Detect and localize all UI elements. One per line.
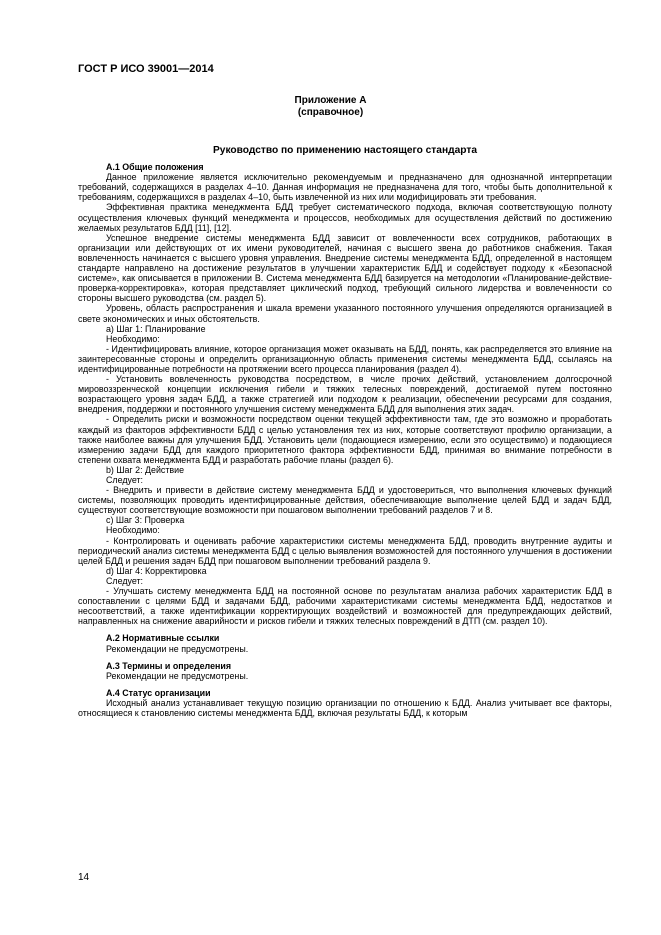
paragraph: Исходный анализ устанавливает текущую позицию организации по отношению к БДД. Анализ учитывает все факторы, относящиеся к становлению системы менеджмента БДД, включая результаты БДД, к которым (78, 697, 612, 718)
list-item: - Идентифицировать влияние, которое организация может оказывать на БДД, понять, как распределяется это влияние на заинтересованные стороны и определить организационную область применения системы менеджмента БДД, ссылаясь на идентифицированные потребности на протяжении всего процесса планирования (раздел 4). (78, 343, 612, 374)
section-text: Рекомендации не предусмотрены. (106, 643, 249, 654)
section-text: Рекомендации не предусмотрены. (106, 670, 249, 681)
document-body (78, 145, 612, 718)
step-label: с) Шаг 3: Проверка (106, 515, 185, 526)
main-title: Руководство по применению настоящего стандарта (213, 145, 477, 156)
section-heading-a3: А.3 Термины и определения (106, 660, 232, 671)
page-number: 14 (78, 872, 90, 883)
annex-title: Приложение А (294, 95, 367, 106)
step-intro: Необходимо: (106, 333, 160, 344)
step-intro: Следует: (106, 575, 144, 586)
list-item: - Улучшать систему менеджмента БДД на постоянной основе по результатам анализа рабочих характеристик БДД в сопоставлении с целями БДД и задачами БДД, рабочими характеристиками системы менеджмента БДД, недостатков и несоответствий, а также идентификации корректирующих воздействий и возможностей для предупреждающих действий, направленных на снижение аварийности и рисков гибели и тяжких телесных повреждений в ДТП (см. раздел 10). (78, 586, 612, 627)
paragraph: Уровень, область распространения и шкала времени указанного постоянного улучшения определяются организацией в свете экономических и иных обстоятельств. (78, 303, 612, 324)
list-item: - Определить риски и возможности посредством оценки текущей эффективности там, где это возможно и проработать каждый из факторов эффективности БДД с целью установления тех из них, которые соответствуют профилю организации, а также наиболее важны для улучшения БДД. Установить цели (подающиеся измерению, если это осуществимо) и подающиеся измерению задачи БДД для каждого приоритетного фактора эффективности БДД, принимая во внимание потребности в степени охвата менеджмента БДД и разработать рабочие планы (раздел 6). (78, 414, 612, 465)
step-intro: Необходимо: (106, 525, 160, 536)
step-label: d) Шаг 4: Корректировка (106, 565, 207, 576)
step-label: а) Шаг 1: Планирование (106, 323, 206, 334)
section-heading-a1: А.1 Общие положения (106, 162, 204, 173)
document-code-header: ГОСТ Р ИСО 39001—2014 (78, 63, 214, 75)
annex-note: (справочное) (297, 107, 364, 118)
section-heading-a4: А.4 Статус организации (106, 687, 211, 698)
list-item: - Установить вовлеченность руководства посредством, в числе прочих действий, установлением долгосрочной мировоззренческой концепции исключения гибели и тяжких телесных повреждений, достигаемой путем постоянно возрастающего уровня задач БДД, а также стратегией или подходом к реализации, обеспечении ресурсами для создания, внедрения, поддержки и постоянного улучшения систему менеджмента БДД для выполнения этих задач. (78, 374, 612, 415)
section-heading-a2: А.2 Нормативные ссылки (106, 633, 220, 644)
paragraph: Эффективная практика менеджмента БДД требует систематического подхода, включая соответствующую полноту осуществления ключевых функций менеджмента и процессов, необходимых для осуществления действий по достижению желаемых результатов БДД [11], [12]. (78, 202, 612, 233)
list-item: - Внедрить и привести в действие систему менеджмента БДД и удостовериться, что выполнения ключевых функций системы, позволяющих проводить идентифицированные действия, обеспечивающие выполнение целей БДД и задач БДД, существуют соответствующие возможности при пошаговом выполнении требований разделов 7 и 8. (78, 485, 612, 516)
list-item: - Контролировать и оценивать рабочие характеристики системы менеджмента БДД, проводить внутренние аудиты и периодический анализ системы менеджмента БДД с целью выявления возможностей для постоянного улучшения в достижении целей БДД и решения задач БДД при пошаговом выполнении требований раздела 9. (78, 535, 612, 566)
paragraph: Успешное внедрение системы менеджмента БДД зависит от вовлеченности всех сотрудников, работающих в организации или действующих от их имени руководителей, начиная с высшего звена до работников снабжения. Такая вовлеченность начинается с высшего уровня управления. Внедрение системы менеджмента БДД, определенной в настоящем стандарте направлено на достижение результатов в улучшении характеристик БДД и содействует подходу к «Безопасной системе», как описывается в приложении В. Система менеджмента БДД базируется на методологии «Планирование-действие-проверка-корректировка», которая представляет циклический подход, требующий сильного лидерства и вовлеченности со стороны высшего руководства (см. раздел 5). (78, 232, 612, 304)
step-label: b) Шаг 2: Действие (106, 464, 185, 475)
paragraph: Данное приложение является исключительно рекомендуемым и предназначено для однозначной интерпретации требований, содержащихся в разделах 4–10. Данная информация не предназначена для того, чтобы быть дополнительной к требованиям, содержащихся в разделах 4–10, быть извлеченной из них или модифицировать эти требования. (78, 172, 612, 203)
step-intro: Следует: (106, 475, 144, 485)
